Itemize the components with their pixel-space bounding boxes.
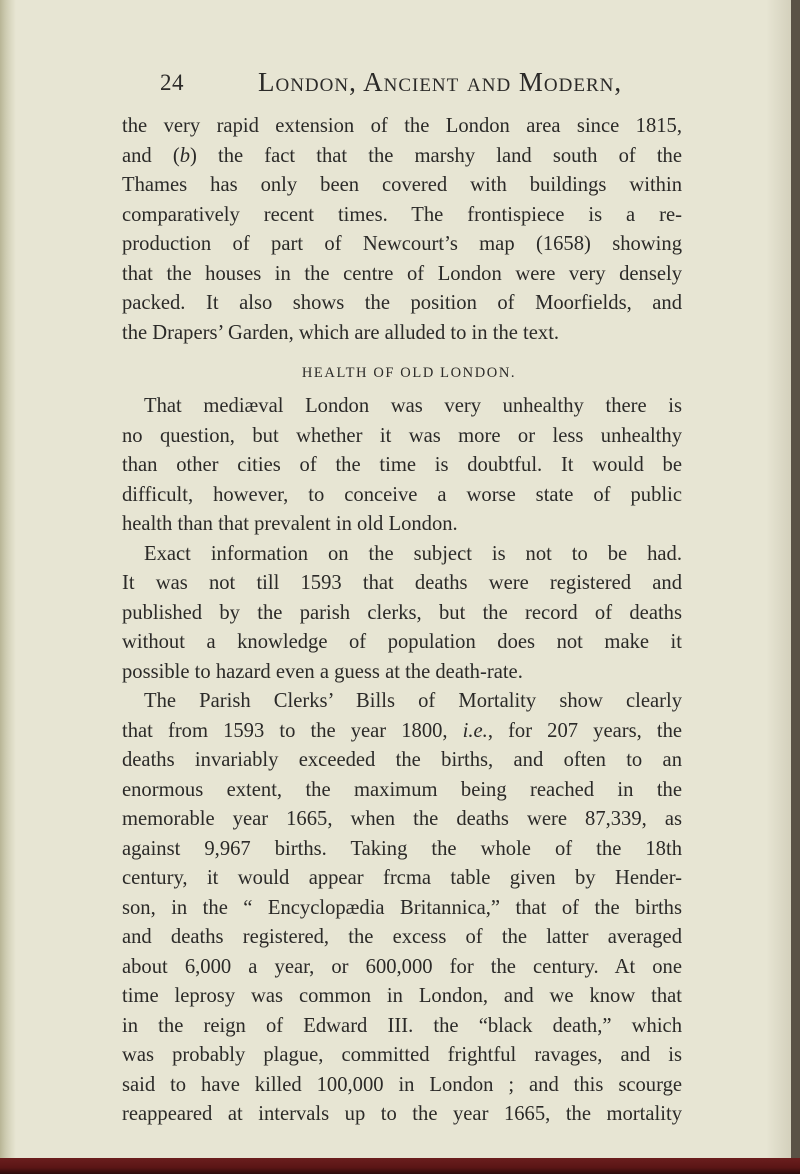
- text-line: that the houses in the centre of London were very densely: [122, 262, 682, 285]
- text-line: about 6,000 a year, or 600,000 for the century. At one: [122, 955, 682, 978]
- text-line: packed. It also shows the position of Moorfields, and: [122, 292, 682, 314]
- page-shadow-right: [766, 0, 792, 1174]
- text-line: memorable year 1665, when the deaths were 87,339, as: [122, 808, 682, 830]
- text-line: against 9,967 births. Taking the whole of the 18th: [122, 837, 682, 860]
- book-bottom-edge: [0, 1158, 800, 1174]
- text-line: [122, 142, 682, 172]
- text-line: It was not till 1593 that deaths were registered and: [122, 572, 682, 594]
- text-segment-italic: i.e.: [462, 719, 488, 742]
- text-line: difficult, however, to conceive a worse state of public: [122, 483, 682, 506]
- text-line: enormous extent, the maximum being reached in the: [122, 778, 682, 801]
- paragraph-3: [122, 687, 682, 1130]
- text-line: Thames has only been covered with buildings within: [122, 174, 682, 196]
- text-line: comparatively recent times. The frontispiece is a re-: [122, 203, 682, 226]
- page-number: 24: [160, 70, 184, 95]
- text-line: in the reign of Edward III. the “black death,” which: [122, 1014, 682, 1037]
- text-line: time leprosy was common in London, and we know that: [122, 985, 682, 1007]
- text-line: deaths invariably exceeded the births, and often to an: [122, 749, 682, 771]
- text-segment: that from 1593 to the year 1800,: [122, 719, 463, 742]
- text-line: published by the parish clerks, but the record of deaths: [122, 601, 682, 624]
- text-segment: and (: [122, 144, 180, 167]
- text-segment: , for 207 years, the: [487, 719, 683, 742]
- running-head: London, Ancient and Modern,: [258, 67, 623, 97]
- intro-paragraph: [122, 112, 682, 348]
- text-line: production of part of Newcourt’s map (1658) showing: [122, 233, 682, 255]
- text-line: century, it would appear frcma table given by Hender-: [122, 867, 682, 889]
- text-line: than other cities of the time is doubtful. It would be: [122, 454, 682, 476]
- book-binding-edge: [791, 0, 800, 1174]
- text-line: The Parish Clerks’ Bills of Mortality show clearly: [144, 690, 682, 712]
- text-line: health than that prevalent in old London.: [122, 513, 458, 535]
- section-heading: HEALTH OF OLD LONDON.: [301, 365, 517, 381]
- paragraph-2: [122, 540, 682, 688]
- text-segment-italic: b: [179, 144, 191, 167]
- text-line: son, in the “ Encyclopædia Britannica,” that of the births: [122, 896, 682, 919]
- text-line: reappeared at intervals up to the year 1665, the mortality: [122, 1103, 682, 1125]
- text-line: the very rapid extension of the London area since 1815,: [122, 115, 682, 137]
- text-line: the Drapers’ Garden, which are alluded to in the text.: [122, 321, 560, 344]
- text-segment: ) the fact that the marshy land south of the: [190, 144, 682, 167]
- paragraph-1: [122, 392, 682, 540]
- text-line: no question, but whether it was more or less unhealthy: [122, 424, 682, 447]
- text-line: [122, 717, 682, 747]
- page-gutter-left: [0, 0, 16, 1174]
- text-line: and deaths registered, the excess of the latter averaged: [122, 926, 682, 948]
- text-line: said to have killed 100,000 in London ; and this scourge: [122, 1073, 682, 1096]
- page-body: [122, 112, 682, 1130]
- text-line: That mediæval London was very unhealthy there is: [144, 395, 682, 417]
- text-line: Exact information on the subject is not to be had.: [144, 542, 682, 565]
- text-line: possible to hazard even a guess at the death-rate.: [122, 660, 523, 683]
- text-line: was probably plague, committed frightful ravages, and is: [122, 1044, 682, 1066]
- text-line: without a knowledge of population does not make it: [122, 631, 682, 653]
